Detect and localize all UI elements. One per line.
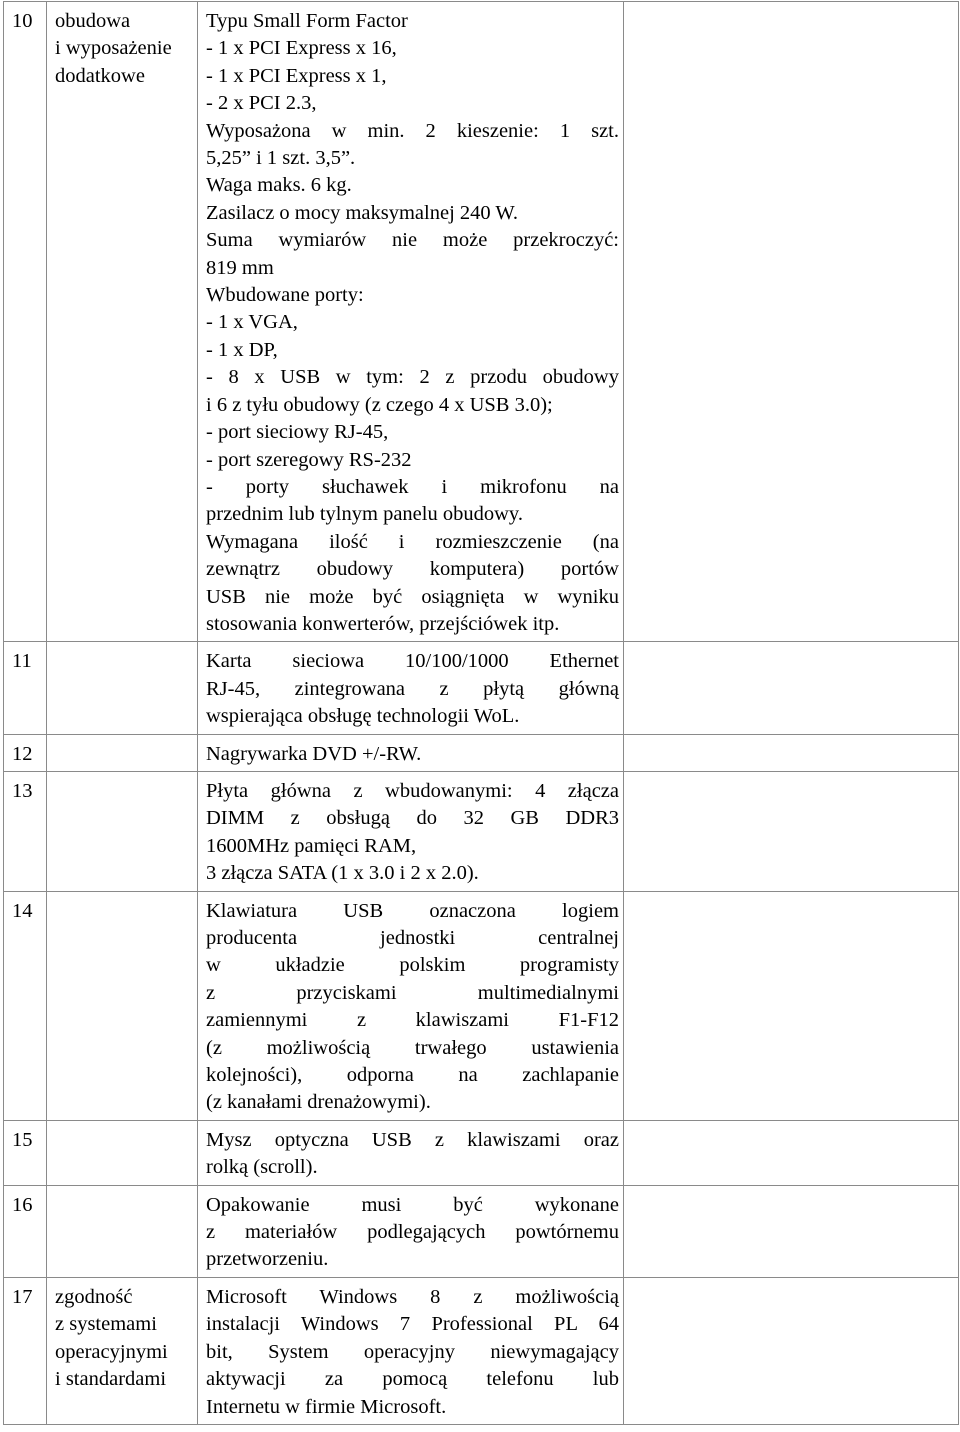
row-number: 12 bbox=[4, 734, 47, 771]
description-line: Waga maks. 6 kg. bbox=[206, 174, 352, 197]
spec-row bbox=[4, 734, 959, 771]
category-line: i standardami bbox=[55, 1368, 167, 1391]
description-line: Nagrywarka DVD +/-RW. bbox=[206, 742, 422, 765]
row-category bbox=[47, 1277, 198, 1424]
offer-cell-empty bbox=[624, 2, 959, 642]
row-number: 10 bbox=[4, 2, 47, 642]
spec-row bbox=[4, 891, 959, 1120]
row-number: 16 bbox=[4, 1185, 47, 1277]
description-line: 5,25” i 1 szt. 3,5”. bbox=[206, 147, 356, 170]
offer-cell-empty bbox=[624, 771, 959, 891]
description-line: przednim lub tylnym panelu obudowy. bbox=[206, 503, 523, 526]
row-number: 13 bbox=[4, 771, 47, 891]
description-line: kolejności), odporna na zachlapanie bbox=[206, 1064, 619, 1087]
description-line: - 1 x PCI Express x 16, bbox=[206, 37, 397, 60]
offer-cell-empty bbox=[624, 642, 959, 734]
description-line: producenta jednostki centralnej bbox=[206, 927, 619, 949]
row-description bbox=[198, 1185, 624, 1277]
specification-table-body bbox=[4, 2, 959, 1425]
row-description bbox=[198, 771, 624, 891]
spec-row bbox=[4, 1277, 959, 1424]
category-line: operacyjnymi bbox=[55, 1340, 168, 1363]
category-line: zgodność bbox=[55, 1285, 133, 1308]
description-line: - port szeregowy RS-232 bbox=[206, 448, 412, 471]
description-line: bit, System operacyjny niewymagający bbox=[206, 1340, 619, 1363]
description-line: instalacji Windows 7 Professional PL 64 bbox=[206, 1313, 619, 1336]
description-line: - 1 x VGA, bbox=[206, 311, 298, 334]
description-line: Karta sieciowa 10/100/1000 Ethernet bbox=[206, 650, 619, 673]
description-line: Wymagana ilość i rozmieszczenie (na bbox=[206, 530, 619, 553]
row-category bbox=[47, 771, 198, 891]
row-category bbox=[47, 1185, 198, 1277]
row-number: 11 bbox=[4, 642, 47, 734]
description-line: Internetu w firmie Microsoft. bbox=[206, 1395, 447, 1418]
row-description bbox=[198, 2, 624, 642]
description-line: z przyciskami multimedialnymi bbox=[206, 981, 619, 1004]
description-line: rolką (scroll). bbox=[206, 1156, 318, 1179]
description-line: 1600MHz pamięci RAM, bbox=[206, 834, 417, 857]
description-line: Microsoft Windows 8 z możliwością bbox=[206, 1285, 619, 1308]
description-line: Wbudowane porty: bbox=[206, 284, 364, 307]
description-line: z materiałów podlegających powtórnemu bbox=[206, 1221, 619, 1244]
spec-row bbox=[4, 771, 959, 891]
offer-cell-empty bbox=[624, 1277, 959, 1424]
spec-row bbox=[4, 642, 959, 734]
offer-cell-empty bbox=[624, 1120, 959, 1185]
row-category bbox=[47, 2, 198, 642]
description-line: 3 złącza SATA (1 x 3.0 i 2 x 2.0). bbox=[206, 862, 479, 885]
description-line: przetworzeniu. bbox=[206, 1248, 329, 1271]
description-line: aktywacji za pomocą telefonu lub bbox=[206, 1368, 619, 1391]
offer-cell-empty bbox=[624, 734, 959, 771]
row-description bbox=[198, 891, 624, 1120]
category-line: obudowa bbox=[55, 10, 131, 32]
row-description bbox=[198, 1277, 624, 1424]
description-line: - 1 x DP, bbox=[206, 338, 278, 361]
description-line: Typu Small Form Factor bbox=[206, 10, 408, 32]
description-line: RJ-45, zintegrowana z płytą główną bbox=[206, 677, 619, 700]
row-category bbox=[47, 734, 198, 771]
description-line: Klawiatura USB oznaczona logiem bbox=[206, 899, 619, 922]
description-line: 819 mm bbox=[206, 256, 274, 279]
row-number: 17 bbox=[4, 1277, 47, 1424]
description-line: stosowania konwerterów, przejściówek itp. bbox=[206, 612, 560, 635]
category-line: dodatkowe bbox=[55, 64, 145, 87]
row-description bbox=[198, 642, 624, 734]
category-line: i wyposażenie bbox=[55, 37, 172, 60]
description-line: Opakowanie musi być wykonane bbox=[206, 1193, 619, 1216]
description-line: Suma wymiarów nie może przekroczyć: bbox=[206, 229, 619, 252]
description-line: (z kanałami drenażowymi). bbox=[206, 1091, 431, 1114]
description-line: - port sieciowy RJ-45, bbox=[206, 421, 389, 444]
description-line: i 6 z tyłu obudowy (z czego 4 x USB 3.0); bbox=[206, 393, 553, 416]
description-line: - 1 x PCI Express x 1, bbox=[206, 64, 387, 87]
spec-row bbox=[4, 1120, 959, 1185]
description-line: - 8 x USB w tym: 2 z przodu obudowy bbox=[206, 366, 619, 389]
description-line: - porty słuchawek i mikrofonu na bbox=[206, 475, 619, 498]
description-line: Wyposażona w min. 2 kieszenie: 1 szt. bbox=[206, 119, 619, 142]
spec-row bbox=[4, 1185, 959, 1277]
description-line: zewnątrz obudowy komputera) portów bbox=[206, 558, 619, 581]
row-number: 14 bbox=[4, 891, 47, 1120]
row-number: 15 bbox=[4, 1120, 47, 1185]
spec-row bbox=[4, 2, 959, 642]
row-category bbox=[47, 1120, 198, 1185]
row-description bbox=[198, 734, 624, 771]
specification-table bbox=[3, 1, 959, 1425]
row-description bbox=[198, 1120, 624, 1185]
description-line: Mysz optyczna USB z klawiszami oraz bbox=[206, 1128, 619, 1151]
description-line: Zasilacz o mocy maksymalnej 240 W. bbox=[206, 201, 518, 224]
description-line: DIMM z obsługą do 32 GB DDR3 bbox=[206, 807, 619, 830]
row-category bbox=[47, 642, 198, 734]
category-line: z systemami bbox=[55, 1313, 157, 1336]
offer-cell-empty bbox=[624, 891, 959, 1120]
description-line: (z możliwością trwałego ustawienia bbox=[206, 1036, 619, 1059]
description-line: wspierająca obsługę technologii WoL. bbox=[206, 705, 520, 728]
description-line: - 2 x PCI 2.3, bbox=[206, 92, 317, 115]
offer-cell-empty bbox=[624, 1185, 959, 1277]
description-line: Płyta główna z wbudowanymi: 4 złącza bbox=[206, 779, 619, 802]
description-line: w układzie polskim programisty bbox=[206, 954, 619, 977]
description-line: zamiennymi z klawiszami F1-F12 bbox=[206, 1009, 619, 1032]
description-line: USB nie może być osiągnięta w wyniku bbox=[206, 585, 619, 608]
row-category bbox=[47, 891, 198, 1120]
